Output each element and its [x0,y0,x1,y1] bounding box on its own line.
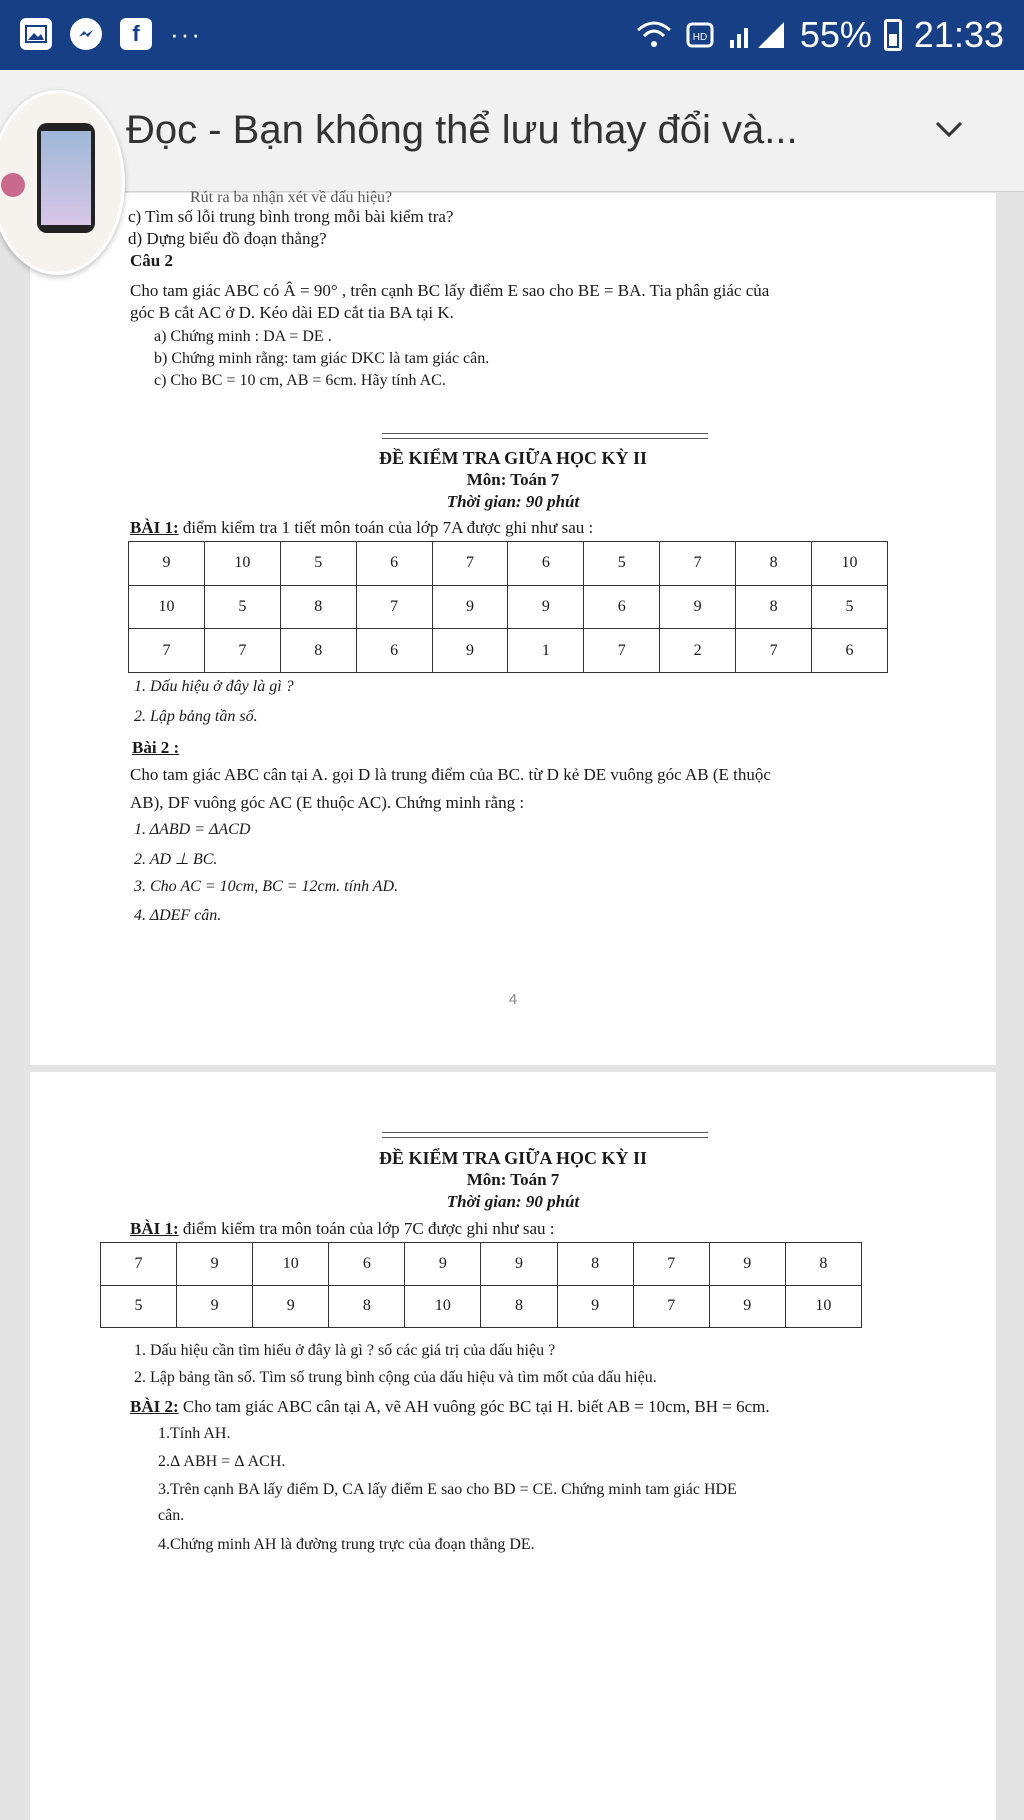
battery-percent: 55% [799,14,872,55]
bai1-text: điểm kiểm tra 1 tiết môn toán của lớp 7A được ghi như sau : [178,518,594,537]
table-cell: 6 [584,585,660,629]
bai2-text-2: Cho tam giác ABC cân tại A, vẽ AH vuông góc BC tại H. biết AB = 10cm, BH = 6cm. [178,1397,770,1416]
table-cell: 7 [736,629,812,673]
exam-time: Thời gian: 90 phút [446,492,580,511]
table-cell: 1 [508,629,584,673]
cau2-c: c) Cho BC = 10 cm, AB = 6cm. Hãy tính AC. [154,372,446,389]
table-row [101,1285,862,1328]
document-title: Đọc - Bạn không thể lưu thay đổi và... [126,108,798,152]
table-cell: 8 [736,542,812,586]
table-cell: 7 [432,542,508,586]
table-cell: 9 [432,629,508,673]
table-cell: 6 [812,629,888,673]
flower-decoration [1,173,25,197]
separator-line [382,433,708,439]
table-cell: 10 [253,1243,329,1286]
table-cell: 9 [177,1243,253,1286]
table-cell: 7 [633,1243,709,1286]
table-row [101,1243,862,1286]
table-cell: 5 [812,585,888,629]
table-cell: 10 [785,1285,861,1328]
table-cell: 9 [660,585,736,629]
more-notifications-icon: ··· [170,18,202,49]
table-cell: 2 [660,629,736,673]
exam-subject-2: Môn: Toán 7 [466,1170,560,1189]
bai2-label-2: BÀI 2: [130,1397,179,1416]
bai2-item-4-2: 4.Chứng minh AH là đường trung trực của đoạn thẳng DE. [158,1536,535,1553]
table-cell: 10 [204,542,280,586]
exam-subject: Môn: Toán 7 [466,470,560,489]
question-1-2: 1. Dấu hiệu cần tìm hiểu ở đây là gì ? số các giá trị của dấu hiệu ? [134,1342,556,1359]
question-2-2: 2. Lập bảng tần số. Tìm số trung bình cộng của dấu hiệu và tìm mốt của dấu hiệu. [134,1369,657,1386]
item-c: c) Tìm số lỗi trung bình trong mỗi bài kiểm tra? [128,207,454,226]
wifi-icon [634,20,674,50]
signal-icon [728,20,788,50]
table-cell: 9 [177,1285,253,1328]
table-cell: 5 [280,542,356,586]
bai1-heading-2 [130,1219,555,1239]
table-cell: 5 [584,542,660,586]
bai1-label-2: BÀI 1: [130,1219,179,1238]
bai1-heading [130,518,593,538]
table-cell: 7 [129,629,205,673]
bai2-item-1: 1. ΔABD = ΔACD [134,821,251,838]
table-cell: 8 [785,1243,861,1286]
table-cell: 9 [508,585,584,629]
score-table-7a-body [129,542,888,673]
phone-picture [37,123,95,233]
bai2-item-2-2: 2.Δ ABH = Δ ACH. [158,1453,286,1470]
table-cell: 5 [204,585,280,629]
cau2-a: a) Chứng minh : DA = DE . [154,328,332,345]
bai2-item-4: 4. ΔDEF cân. [134,907,222,924]
exam-title: ĐỀ KIỂM TRA GIỮA HỌC KỲ II [378,448,648,468]
cau2-line2: góc B cắt AC ở D. Kéo dài ED cắt tia BA tại K. [130,303,454,322]
status-bar [0,0,1024,70]
bai1-label: BÀI 1: [130,518,179,537]
table-cell: 7 [584,629,660,673]
question-2: 2. Lập bảng tần số. [134,708,258,725]
score-table-7a [128,541,888,673]
bai2-heading-2 [130,1397,770,1417]
table-cell: 8 [280,629,356,673]
table-cell: 8 [736,585,812,629]
table-cell: 6 [356,542,432,586]
document-page-1 [30,189,996,1065]
table-cell: 6 [356,629,432,673]
score-table-7c [100,1242,862,1328]
svg-text:HD: HD [692,32,708,43]
table-cell: 7 [633,1285,709,1328]
facebook-icon: f [120,18,152,50]
table-cell: 5 [101,1285,177,1328]
bai2-item-3b-2: cân. [158,1507,185,1524]
table-cell: 6 [329,1243,405,1286]
clock: 21:33 [913,14,1004,55]
document-page-2 [30,1072,996,1820]
exam-title-2: ĐỀ KIỂM TRA GIỮA HỌC KỲ II [378,1148,648,1168]
table-cell: 8 [481,1285,557,1328]
table-cell: 9 [709,1243,785,1286]
table-cell: 10 [812,542,888,586]
page-number: 4 [508,991,518,1008]
table-cell: 9 [709,1285,785,1328]
messenger-icon [70,18,102,50]
bai2-item-3a-2: 3.Trên cạnh BA lấy điểm D, CA lấy điểm E sao cho BD = CE. Chứng minh tam giác HDE [158,1481,737,1498]
bai2-label: Bài 2 : [132,738,180,757]
table-cell: 10 [129,585,205,629]
table-cell: 7 [204,629,280,673]
table-cell: 9 [253,1285,329,1328]
exam-time-2: Thời gian: 90 phút [446,1192,580,1211]
table-row [129,542,888,586]
table-cell: 9 [557,1285,633,1328]
table-cell: 9 [432,585,508,629]
table-cell: 6 [508,542,584,586]
gallery-icon [20,18,52,50]
bai2-item-2: 2. AD ⊥ BC. [134,851,218,868]
table-row [129,585,888,629]
item-d: d) Dựng biểu đồ đoạn thẳng? [128,229,327,248]
cau2-b: b) Chứng minh rằng: tam giác DKC là tam giác cân. [154,350,490,367]
document-title-bar [0,70,1024,192]
battery-icon [884,19,902,51]
table-cell: 8 [329,1285,405,1328]
table-row [129,629,888,673]
table-cell: 9 [481,1243,557,1286]
chevron-down-icon[interactable] [934,114,964,144]
hd-icon [686,20,716,50]
score-table-7c-body [101,1243,862,1328]
cau2-title: Câu 2 [130,251,173,270]
separator-line-2 [382,1132,708,1138]
table-cell: 10 [405,1285,481,1328]
table-cell: 9 [405,1243,481,1286]
bai2-item-1-2: 1.Tính AH. [158,1425,231,1442]
table-cell: 7 [660,542,736,586]
table-cell: 8 [557,1243,633,1286]
bai2-item-3: 3. Cho AC = 10cm, BC = 12cm. tính AD. [134,878,399,895]
table-cell: 7 [356,585,432,629]
question-1: 1. Dấu hiệu ở đây là gì ? [134,678,294,695]
cau2-line1: Cho tam giác ABC có Â = 90° , trên cạnh BC lấy điểm E sao cho BE = BA. Tia phân giác của [130,281,770,300]
bai2-line1: Cho tam giác ABC cân tại A. gọi D là trung điểm của BC. từ D kẻ DE vuông góc AB (E thuộc [130,765,771,784]
table-cell: 8 [280,585,356,629]
table-cell: 9 [129,542,205,586]
table-cell: 7 [101,1243,177,1286]
cut-line: Rút ra ba nhận xét về dấu hiệu? [190,189,393,206]
bai2-line2: AB), DF vuông góc AC (E thuộc AC). Chứng minh rằng : [130,793,525,812]
bai1-text-2: điểm kiểm tra môn toán của lớp 7C được ghi như sau : [178,1219,555,1238]
